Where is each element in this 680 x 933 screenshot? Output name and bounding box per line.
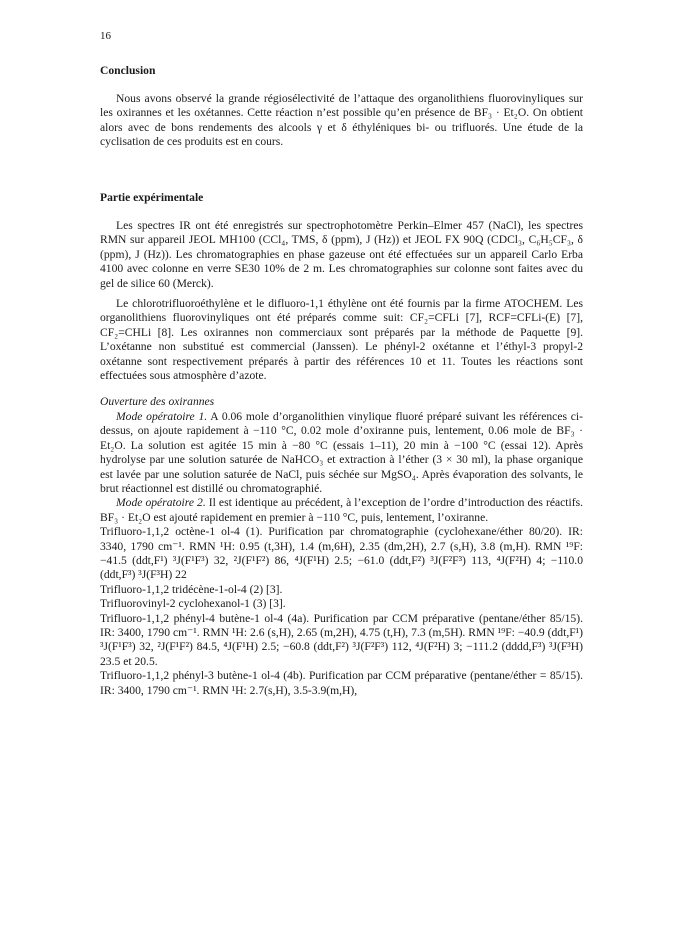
conclusion-section bbox=[100, 64, 583, 150]
compound-entry-3: Trifluorovinyl-2 cyclohexanol-1 (3) [3]. bbox=[100, 597, 286, 611]
mode-2-label: Mode opératoire 2. bbox=[116, 496, 206, 510]
mode-1-text: A 0.06 mole d’organolithien vinylique fluoré préparé suivant les références ci-dessus, on ajoute rapidement à −110 °C, 0.02 mole d’oxiranne puis, lentement, 0.06 mole de BF₃ · Et₂O. La solution est agitée 15 min à −80 °C (essais 1–11), 20 min à −100 °C (essai 12). Après hydrolyse par une solution saturée de NaHCO₃ et extraction à l’éther (3 × 30 ml), la phase organique est lavée par une solution saturée de NaCl, puis séchée sur MgSO₄. Après évaporation des solvants, le brut réactionnel est distillé ou chromatographié. bbox=[100, 409, 583, 495]
compound-entry-2: Trifluoro-1,1,2 tridécène-1-ol-4 (2) [3]. bbox=[100, 582, 283, 596]
conclusion-heading: Conclusion bbox=[100, 64, 156, 77]
experimental-section bbox=[100, 191, 583, 698]
compound-entry-4b: Trifluoro-1,1,2 phényl-3 butène-1 ol-4 (4b). Purification par CCM préparative (pentane/éther = 85/15). IR: 3400, 1790 cm⁻¹. RMN ¹H: 2.7(s,H), 3.5-3.9(m,H), bbox=[100, 669, 583, 697]
mode-2-paragraph bbox=[100, 496, 583, 525]
paragraph-spectra: Les spectres IR ont été enregistrés sur spectrophotomètre Perkin–Elmer 457 (NaCl), les spectres RMN sur appareil JEOL MH100 (CCl₄, TMS, δ (ppm), J (Hz)) et JEOL FX 90Q (CDCl₃, C₆H₅CF₃, δ (ppm), J (Hz)). Les chromatographies en phase gazeuse ont été effectuées sur un appareil Carlo Erba 4100 avec colonne en verre SE30 10% de 2 m. Les chromatographies sur colonne sont faites avec du gel de silice 60 (Merck). bbox=[100, 219, 583, 290]
page-number: 16 bbox=[100, 30, 111, 42]
paragraph-reagents: Le chlorotrifluoroéthylène et le difluoro-1,1 éthylène ont été fournis par la firme ATOCHEM. Les organolithiens fluorovinyliques ont été préparés comme suit: CF₂=CFLi [7], RCF=CFLi-(E) [7], CF₂=CHLi [8]. Les oxirannes non commerciaux sont préparés par la méthode de Paquette [9]. L’oxétanne non substitué est commercial (Janssen). Le phényl-2 oxétanne et l’éthyl-3 propyl-2 oxétanne sont respectivement préparés à partir des références 10 et 11. Toutes les réactions sont effectuées sous atmosphère d’azote. bbox=[100, 297, 583, 383]
conclusion-paragraph: Nous avons observé la grande régiosélectivité de l’attaque des organolithiens fluorovinyliques sur les oxirannes et les oxétannes. Cette réaction n’est possible qu’en présence de BF₃ · Et₂O. On obtient alors avec de bons rendements des alcools γ et δ éthyléniques bi- ou trifluorés. Une étude de la cyclisation de ces produits est en cours. bbox=[100, 92, 583, 149]
compound-entry-4a: Trifluoro-1,1,2 phényl-4 butène-1 ol-4 (4a). Purification par CCM préparative (pentane/éther 85/15). IR: 3400, 1790 cm⁻¹. RMN ¹H: 2.6 (s,H), 2.65 (m,2H), 4.75 (t,H), 7.3 (m,5H). RMN ¹⁹F: −40.9 (ddt,F¹) ³J(F¹F³) 32, ²J(F¹F²) 84.5, ⁴J(F¹H) 2.5; −60.8 (ddt,F²) ³J(F²F³) 112, ⁴J(F²H) 3; −111.2 (dddd,F³) ³J(F³H) 23.5 et 20.5. bbox=[100, 611, 583, 668]
compound-entry-1: Trifluoro-1,1,2 octène-1 ol-4 (1). Purification par chromatographie (cyclohexane/éther 80/20). IR: 3340, 1790 cm⁻¹. RMN ¹H: 0.95 (t,3H), 1.4 (m,6H), 2.35 (dm,2H), 2.7 (s,H), 3.8 (m,H). RMN ¹⁹F: −41.5 (ddt,F¹) ³J(F¹F³) 32, ²J(F¹F²) 86, ⁴J(F¹H) 2.5; −61.0 (ddt,F²) ³J(F²F³) 113, ⁴J(F²H) 4; −110.0 (ddt,F³) ³J(F³H) 22 bbox=[100, 525, 583, 582]
mode-1-label: Mode opératoire 1. bbox=[116, 409, 208, 423]
mode-2-text: Il est identique au précédent, à l’exception de l’ordre d’introduction des réactifs. BF₃ · Et₂O est ajouté rapidement en premier à −110 °C, puis, lentement, l’oxiranne. bbox=[100, 496, 584, 524]
mode-1-paragraph bbox=[100, 410, 583, 496]
subheading-oxirannes: Ouverture des oxirannes bbox=[100, 395, 215, 409]
experimental-heading: Partie expérimentale bbox=[100, 191, 204, 204]
